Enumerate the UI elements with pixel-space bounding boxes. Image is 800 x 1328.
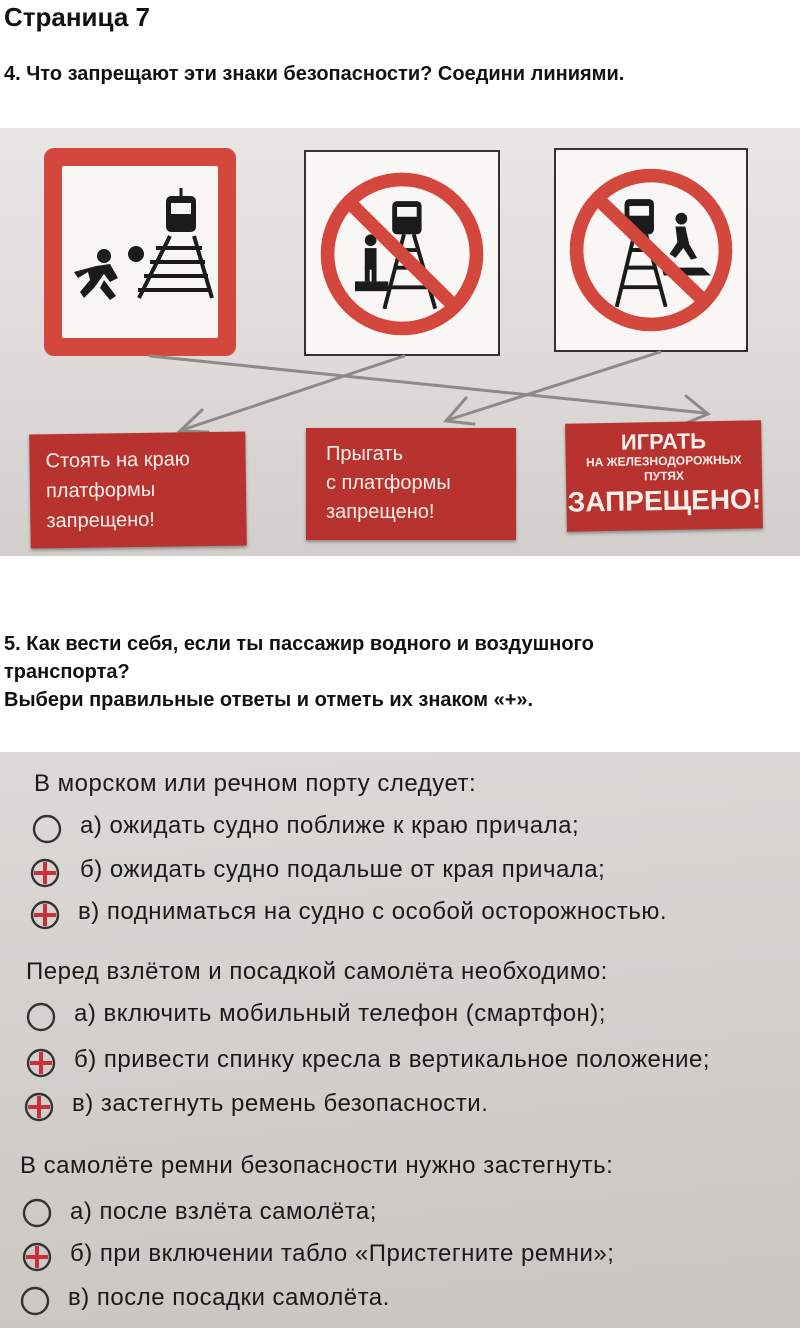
answer-circle-plus[interactable] (30, 900, 60, 930)
option-text: а) ожидать судно поближе к краю причала; (80, 812, 580, 839)
plate-text-line: НА ЖЕЛЕЗНОДОРОЖНЫХ (585, 452, 742, 470)
task5-question-line: 5. Как вести себя, если ты пассажир водного и воздушного (4, 633, 594, 655)
option-text: б) ожидать судно подальше от края причала; (80, 856, 606, 883)
section-heading: В самолёте ремни безопасности нужно застегнуть: (20, 1152, 614, 1179)
sign-no-jumping-from-platform[interactable] (554, 148, 748, 352)
task5-question-line: Выбери правильные ответы и отметь их знаком «+». (4, 689, 534, 711)
answer-circle-empty[interactable] (20, 1286, 50, 1316)
section-heading: В морском или речном порту следует: (34, 770, 477, 797)
answer-circle-empty[interactable] (22, 1198, 52, 1228)
plate-text-line: запрещено! (326, 501, 435, 523)
plate-stand-at-edge[interactable] (29, 431, 247, 548)
option-text: в) застегнуть ремень безопасности. (72, 1090, 489, 1117)
plate-text-line: с платформы (326, 472, 451, 494)
option-text: б) при включении табло «Пристегните ремни»; (70, 1240, 615, 1267)
sign-play-near-tracks[interactable] (44, 148, 236, 356)
section-heading: Перед взлётом и посадкой самолёта необходимо: (26, 958, 608, 985)
plate-text-line: ПУТЯХ (643, 468, 685, 484)
option-text: б) привести спинку кресла в вертикальное положение; (74, 1046, 711, 1073)
option-text: в) подниматься на судно с особой осторожностью. (78, 898, 668, 925)
plate-text-line: платформы (45, 478, 156, 503)
plate-play-on-tracks[interactable] (565, 420, 763, 531)
answer-circle-empty[interactable] (32, 814, 62, 844)
plate-text-line: Стоять на краю (45, 448, 190, 473)
option-text: в) после посадки самолёта. (68, 1284, 390, 1311)
answer-circle-plus[interactable] (30, 858, 60, 888)
answer-circle-plus[interactable] (22, 1242, 52, 1272)
person-jumping-from-platform-icon (556, 150, 746, 350)
plate-text-line: запрещено! (46, 508, 156, 533)
sign-no-standing-at-edge[interactable] (304, 150, 500, 356)
person-at-platform-edge-icon (306, 152, 498, 354)
plate-text-line: ЗАПРЕЩЕНО! (567, 483, 762, 518)
child-running-to-train-icon (44, 148, 236, 356)
answer-circle-empty[interactable] (26, 1002, 56, 1032)
answer-circle-plus[interactable] (24, 1092, 54, 1122)
plate-text-line: Прыгать (326, 443, 403, 465)
task5-question-line: транспорта? (4, 661, 130, 683)
plate-jump-from-platform[interactable] (306, 428, 516, 540)
page-title: Страница 7 (4, 2, 150, 32)
answer-circle-plus[interactable] (26, 1048, 56, 1078)
option-text: а) после взлёта самолёта; (70, 1198, 377, 1225)
plate-text-line: ИГРАТЬ (620, 428, 707, 455)
option-text: а) включить мобильный телефон (смартфон); (74, 1000, 606, 1027)
task4-question: 4. Что запрещают эти знаки безопасности? Соедини линиями. (4, 63, 625, 85)
task5-photo (0, 752, 800, 1328)
task4-photo (0, 128, 800, 556)
task5-question (4, 630, 794, 714)
